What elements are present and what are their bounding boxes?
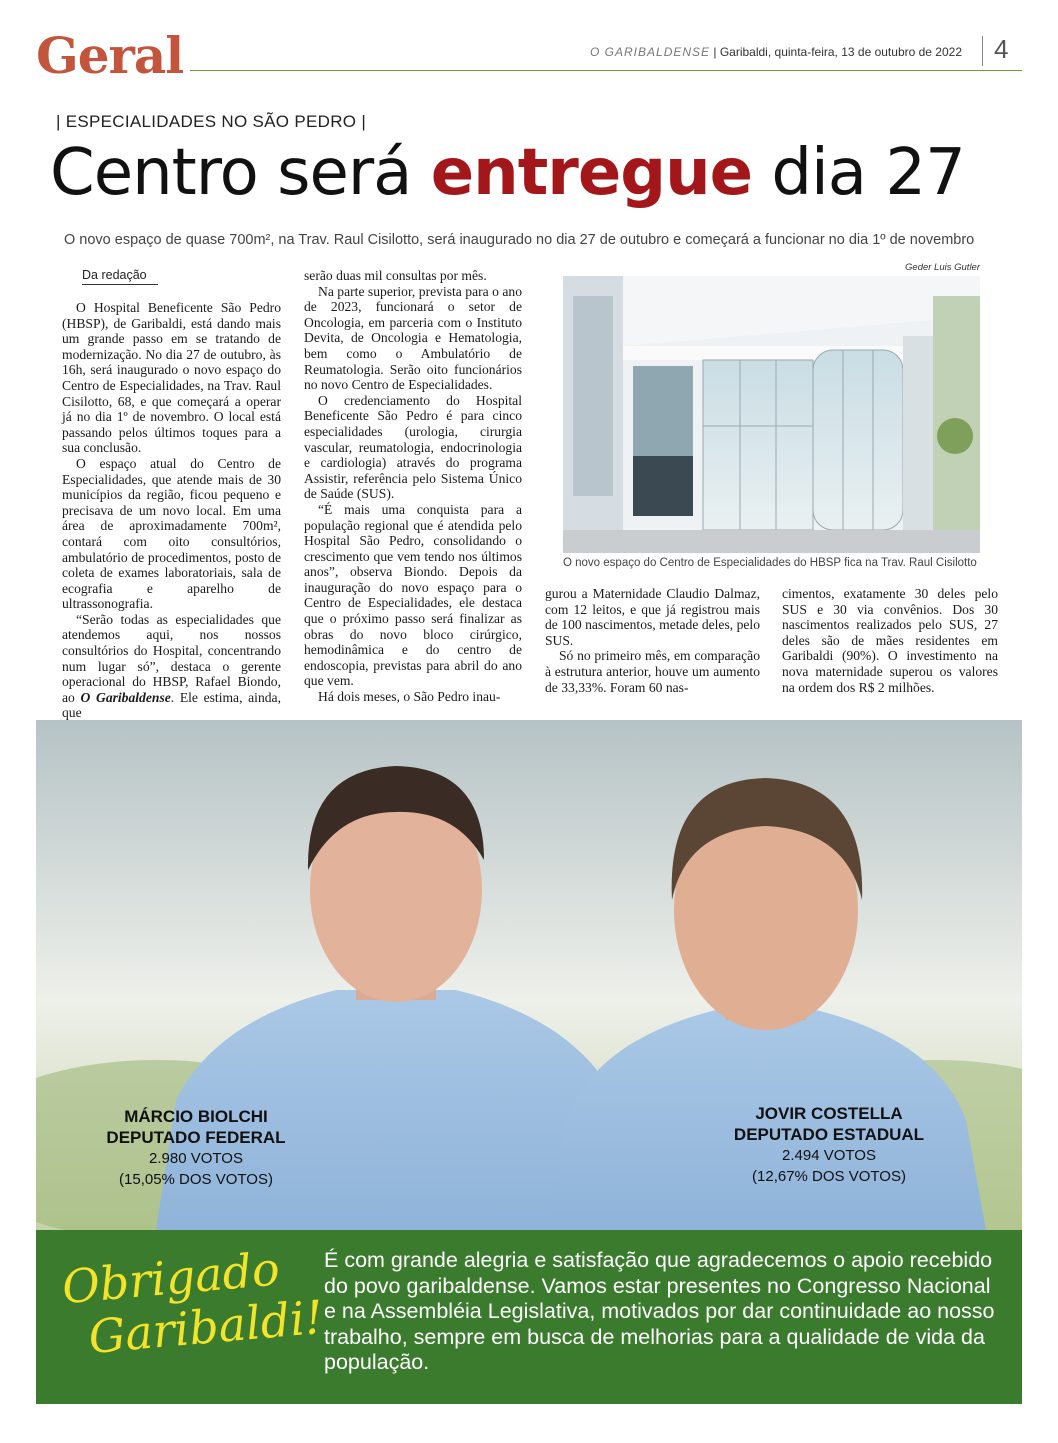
dateline: | Garibaldi, quinta-feira, 13 de outubro de 2022 bbox=[713, 45, 962, 59]
thanks-line-2: Garibaldi! bbox=[86, 1289, 326, 1365]
paragraph: Na parte superior, prevista para o ano de 2023, funcionará o setor de Oncologia, em parceria com o Instituto Devita, de Oncologia e Hematologia, bem como o Ambulatório de Reumatologia. Serão oito funcionários no novo Centro de Especialidades. bbox=[304, 283, 522, 393]
candidate-2-role: DEPUTADO ESTADUAL bbox=[733, 1125, 925, 1144]
article-column-2 bbox=[304, 268, 522, 705]
paragraph bbox=[62, 612, 281, 721]
paragraph: gurou a Maternidade Claudio Dalmaz, com 12 leitos, e que já registrou mais de 100 nascimentos, metade deles, pelo SUS. bbox=[545, 586, 760, 648]
candidate-1-votes: 2.980 VOTOS bbox=[149, 1150, 243, 1167]
paragraph: Há dois meses, o São Pedro inau- bbox=[318, 689, 501, 705]
publication-name: O GARIBALDENSE bbox=[590, 45, 711, 59]
candidate-2-name: JOVIR COSTELLA bbox=[755, 1104, 903, 1123]
paragraph: O espaço atual do Centro de Especialidades, que atende mais de 30 municípios da região, ficou pequeno e precisava de um novo local. Em uma área de aproximadamente 700m², contará com oito consultórios, ambulatório de procedimentos, posto de coleta de exames laboratoriais, sala de ecografia e aparelho de ultrassonografia. bbox=[62, 455, 281, 612]
publication-mention: O Garibaldense bbox=[80, 689, 171, 705]
paragraph: O credenciamento do Hospital Beneficente São Pedro é para cinco especialidades (urologia, cirurgia vascular, reumatologia, endocrinologia e cardiologia) através do programa Assistir, referência pelo Sistema Único de Saúde (SUS). bbox=[304, 392, 522, 502]
candidate-2-percentage: (12,67% DOS VOTOS) bbox=[752, 1168, 906, 1185]
building-photo bbox=[563, 276, 980, 553]
byline-rule bbox=[82, 284, 158, 285]
thanks-slogan bbox=[60, 1239, 325, 1365]
candidate-1-role: DEPUTADO FEDERAL bbox=[106, 1128, 286, 1147]
paragraph: O Hospital Beneficente São Pedro (HBSP), de Garibaldi, está dando mais um grande passo em se tratando de modernização. No dia 27 de outubro, às 16h, será inaugurado o novo espaço do Centro de Especialidades, na Trav. Raul Cisilotto, 68, e que começará a operar já no dia 1º de novembro. O local está passando pelos últimos toques para a sua conclusão. bbox=[62, 300, 281, 456]
headline bbox=[50, 136, 965, 210]
ad-message-band bbox=[36, 1230, 1022, 1404]
headline-highlight: entregue bbox=[430, 136, 753, 210]
page-separator bbox=[982, 36, 983, 66]
photo-credit: Geder Luis Gutler bbox=[905, 262, 980, 273]
page-number: 4 bbox=[994, 34, 1009, 64]
header-rule bbox=[190, 70, 1022, 71]
candidate-1-percentage: (15,05% DOS VOTOS) bbox=[119, 1171, 273, 1188]
section-title: Geral bbox=[36, 26, 184, 85]
quote-text: “Serão todas as especialidades que atendemos aqui, nos nossos consultórios do Hospital, concentrando num lugar só”, destaca o gerente operacional do HBSP, Rafael Biondo, ao bbox=[62, 611, 281, 705]
headline-end: dia 27 bbox=[752, 136, 965, 210]
header-meta bbox=[590, 45, 962, 59]
paragraph: Só no primeiro mês, em comparação à estrutura anterior, houve um aumento de 33,33%. Foram 60 nas- bbox=[545, 648, 760, 695]
candidate-1-name: MÁRCIO BIOLCHI bbox=[124, 1107, 268, 1126]
candidate-2-votes: 2.494 VOTOS bbox=[782, 1147, 876, 1164]
thanks-line-1: Obrigado bbox=[59, 1241, 282, 1315]
candidate-1 bbox=[36, 1106, 356, 1190]
ad-message: É com grande alegria e satisfação que agradecemos o apoio recebido do povo garibaldense. Vamos estar presentes no Congresso Nacional e na Assembléia Legislativa, motivados por dar continuidade ao nosso trabalho, sempre em busca de melhorias para a qualidade de vida da população. bbox=[324, 1248, 995, 1374]
photo-caption: O novo espaço do Centro de Especialidades do HBSP fica na Trav. Raul Cisilotto bbox=[563, 557, 977, 569]
paragraph-tail: . Ele estima, ainda, que bbox=[62, 689, 281, 721]
building-illustration bbox=[563, 276, 980, 553]
headline-start: Centro será bbox=[50, 136, 431, 210]
paragraph: cimentos, exatamente 30 deles pelo SUS e 30 via convênios. Dos 30 nascimentos realizados pelo SUS, 27 deles são de mães residentes em Garibaldi (90%). O investimento na nova maternidade superou os valores na ordem dos R$ 2 milhões. bbox=[782, 586, 998, 695]
subhead: O novo espaço de quase 700m², na Trav. Raul Cisilotto, será inaugurado no dia 27 de outubro e começará a funcionar no dia 1º de novembro bbox=[64, 232, 975, 248]
political-ad bbox=[36, 720, 1022, 1404]
byline: Da redação bbox=[82, 268, 147, 282]
candidate-2 bbox=[672, 1103, 986, 1187]
paragraph: “É mais uma conquista para a população regional que é atendida pelo Hospital São Pedro, consolidando o crescimento que vem tendo nos últimos anos”, observa Biondo. Depois da inauguração do novo espaço para o Centro de Especialidades, ele destaca que o próximo passo será finalizar as obras do novo bloco cirúrgico, hemodinâmica e do centro de endoscopia, previstas para abril do ano que vem. bbox=[304, 501, 522, 689]
article-column-3 bbox=[545, 586, 760, 695]
article-column-1 bbox=[62, 300, 281, 721]
paragraph: serão duas mil consultas por mês. bbox=[304, 268, 487, 283]
article-column-4 bbox=[782, 586, 998, 695]
kicker: | ESPECIALIDADES NO SÃO PEDRO | bbox=[56, 112, 367, 131]
